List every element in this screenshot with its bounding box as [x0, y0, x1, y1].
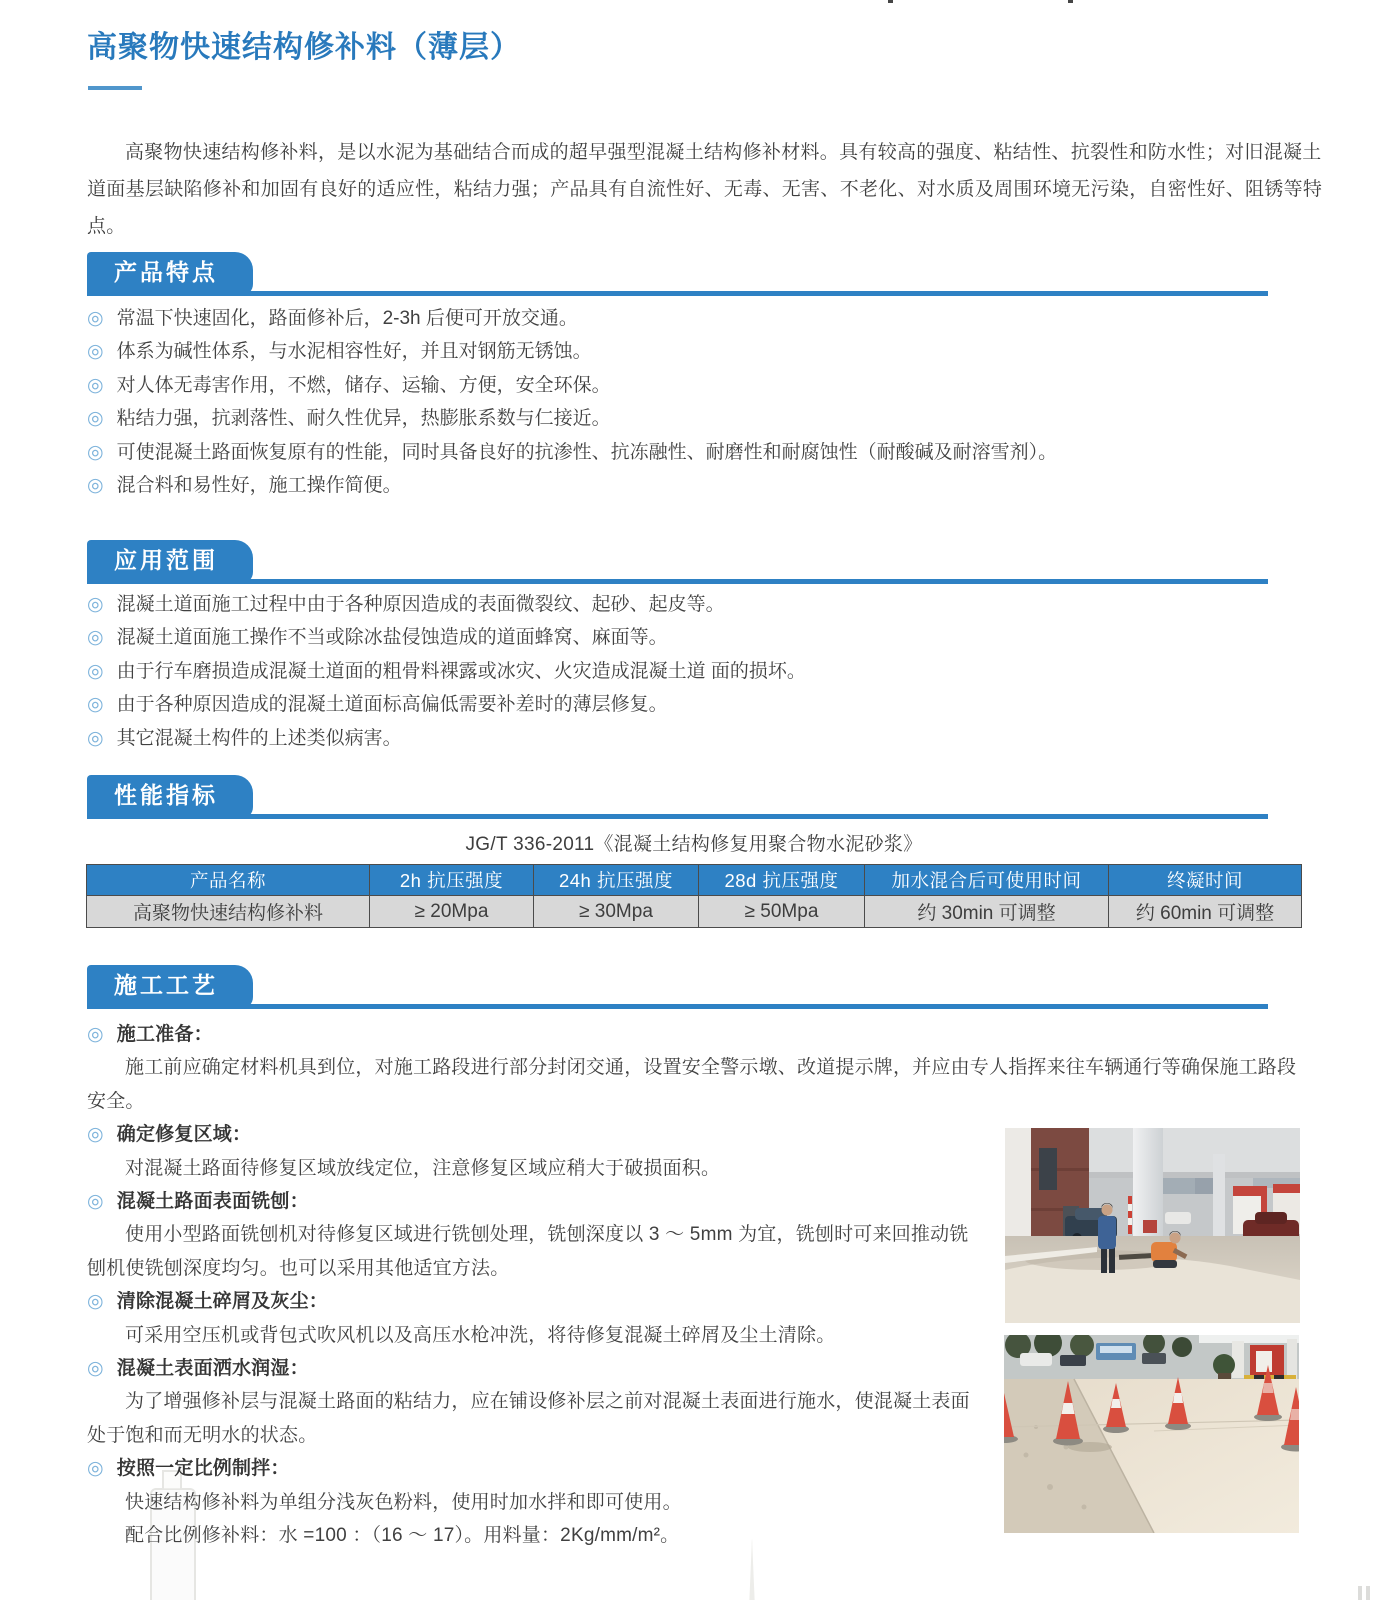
- table-header-cell: 终凝时间: [1109, 865, 1302, 896]
- section-rule: [87, 1004, 1268, 1009]
- double-ring-bullet-icon: ◎: [87, 408, 104, 430]
- page-crop-artifact: [1068, 0, 1073, 3]
- table-cell: ≥ 30Mpa: [534, 896, 699, 928]
- step-label-text: 清除混凝土碎屑及灰尘：: [116, 1291, 328, 1313]
- double-ring-bullet-icon: ◎: [87, 727, 104, 749]
- double-ring-bullet-icon: ◎: [87, 374, 104, 396]
- feature-item: [87, 436, 1327, 469]
- section-rule: [87, 814, 1268, 819]
- step-body: 施工前应确定材料机具到位，对施工路段进行部分封闭交通，设置安全警示墩、改道提示牌，并应由专人指挥来往车辆通行等确保施工路段安全。: [87, 1057, 1297, 1112]
- applications-list: [87, 588, 1327, 755]
- section-tab-applications: 应用范围: [87, 540, 253, 584]
- table-cell: ≥ 50Mpa: [699, 896, 865, 928]
- double-ring-bullet-icon: ◎: [87, 308, 104, 329]
- feature-item: [87, 302, 1327, 335]
- section-header-features: [87, 252, 1268, 296]
- intro-paragraph: 高聚物快速结构修补料，是以水泥为基础结合而成的超早强型混凝土结构修补材料。具有较高的强度、粘结性、抗裂性和防水性；对旧混凝土道面基层缺陷修补和加固有良好的适应性，粘结力强；产品具有自流性好、无毒、无害、不老化、对水质及周围环境无污染，自密性好、阻锈等特点。: [87, 142, 1323, 237]
- feature-item-text: 常温下快速固化，路面修补后，2-3h 后便可开放交通。: [116, 308, 578, 329]
- double-ring-bullet-icon: ◎: [87, 627, 104, 649]
- step-label-text: 施工准备：: [116, 1024, 213, 1045]
- step-body: 配合比例修补料：水 =100 ：（16 ～ 17）。用料量：2Kg/mm/m²。: [125, 1525, 680, 1547]
- step-label-text: 按照一定比例制拌：: [116, 1458, 290, 1480]
- feature-item: [87, 469, 1327, 502]
- double-ring-bullet-icon: ◎: [87, 441, 104, 463]
- double-ring-bullet-icon: ◎: [87, 694, 104, 716]
- feature-item: [87, 402, 1327, 435]
- section-tab-features: 产品特点: [87, 252, 253, 296]
- section-tab-performance: 性能指标: [87, 775, 253, 819]
- feature-item-text: 对人体无毒害作用，不燃，储存、运输、方便，安全环保。: [116, 374, 611, 396]
- step-body: 为了增强修补层与混凝土路面的粘结力，应在铺设修补层之前对混凝土表面进行施水，使混凝土表面处于饱和而无明水的状态。: [87, 1391, 970, 1446]
- watermark-bar: [1358, 1586, 1362, 1600]
- step-body: 可采用空压机或背包式吹风机以及高压水枪冲洗，将待修复混凝土碎屑及尘土清除。: [125, 1324, 836, 1346]
- feature-item-text: 可使混凝土路面恢复原有的性能，同时具备良好的抗渗性、抗冻融性、耐磨性和耐腐蚀性（耐酸碱及耐溶雪剂）。: [116, 441, 1058, 463]
- table-cell: 约 60min 可调整: [1109, 896, 1302, 928]
- double-ring-bullet-icon: ◎: [87, 341, 104, 363]
- step-body: 快速结构修补料为单组分浅灰色粉料，使用时加水拌和即可使用。: [125, 1491, 682, 1513]
- table-cell: 高聚物快速结构修补料: [87, 896, 370, 928]
- table-header-cell: 24h 抗压强度: [534, 865, 699, 896]
- section-rule: [87, 579, 1268, 584]
- construction-site-photo-1: [1005, 1128, 1300, 1323]
- double-ring-bullet-icon: ◎: [87, 1291, 104, 1313]
- section-tab-process: 施工工艺: [87, 965, 253, 1009]
- performance-table: [86, 864, 1302, 928]
- feature-item-text: 体系为碱性体系，与水泥相容性好，并且对钢筋无锈蚀。: [116, 341, 592, 363]
- application-item-text: 混凝土道面施工过程中由于各种原因造成的表面微裂纹、起砂、起皮等。: [116, 594, 725, 615]
- step-body: 对混凝土路面待修复区域放线定位，注意修复区域应稍大于破损面积。: [125, 1157, 721, 1179]
- page-title: 高聚物快速结构修补料（薄层）: [87, 31, 521, 64]
- section-header-performance: [87, 775, 1268, 819]
- double-ring-bullet-icon: ◎: [87, 660, 104, 682]
- page-crop-artifact: [888, 0, 893, 3]
- table-header-cell: 加水混合后可使用时间: [865, 865, 1109, 896]
- application-item: [87, 722, 1327, 755]
- title-underline: [88, 86, 142, 90]
- double-ring-bullet-icon: ◎: [87, 1358, 104, 1380]
- feature-item-text: 粘结力强，抗剥落性、耐久性优异，热膨胀系数与仁接近。: [116, 408, 611, 430]
- application-item: [87, 655, 1327, 688]
- features-list: [87, 302, 1327, 502]
- step-label-text: 混凝土表面洒水润湿：: [116, 1358, 309, 1380]
- section-header-process: [87, 965, 1268, 1009]
- feature-item: [87, 335, 1327, 368]
- double-ring-bullet-icon: ◎: [87, 1124, 104, 1146]
- application-item-text: 由于各种原因造成的混凝土道面标高偏低需要补差时的薄层修复。: [116, 694, 668, 716]
- application-item-text: 其它混凝土构件的上述类似病害。: [116, 727, 402, 749]
- double-ring-bullet-icon: ◎: [87, 1191, 104, 1213]
- table-header-cell: 产品名称: [87, 865, 370, 896]
- double-ring-bullet-icon: ◎: [87, 594, 104, 615]
- step-body: 使用小型路面铣刨机对待修复区域进行铣刨处理，铣刨深度以 3 ～ 5mm 为宜，铣刨时可来回推动铣刨机使铣刨深度均匀。也可以采用其他适宜方法。: [87, 1224, 969, 1279]
- application-item-text: 混凝土道面施工操作不当或除冰盐侵蚀造成的道面蜂窝、麻面等。: [116, 627, 668, 649]
- watermark-bar: [1366, 1586, 1370, 1600]
- standard-reference: JG/T 336-2011《混凝土结构修复用聚合物水泥砂浆》: [465, 834, 923, 855]
- double-ring-bullet-icon: ◎: [87, 474, 104, 496]
- section-header-applications: [87, 540, 1268, 584]
- table-header-cell: 2h 抗压强度: [370, 865, 534, 896]
- step-label-text: 混凝土路面表面铣刨：: [116, 1191, 309, 1213]
- section-rule: [87, 291, 1268, 296]
- construction-site-photo-2: [1004, 1335, 1299, 1533]
- application-item: [87, 588, 1327, 621]
- application-item: [87, 621, 1327, 654]
- double-ring-bullet-icon: ◎: [87, 1458, 104, 1480]
- table-header-row: [87, 865, 1302, 896]
- feature-item: [87, 369, 1327, 402]
- table-header-cell: 28d 抗压强度: [699, 865, 865, 896]
- double-ring-bullet-icon: ◎: [87, 1024, 104, 1045]
- table-cell: 约 30min 可调整: [865, 896, 1109, 928]
- application-item-text: 由于行车磨损造成混凝土道面的粗骨料裸露或冰灾、火灾造成混凝土道 面的损坏。: [116, 660, 806, 682]
- table-row: [87, 896, 1302, 928]
- table-cell: ≥ 20Mpa: [370, 896, 534, 928]
- feature-item-text: 混合料和易性好，施工操作简便。: [116, 474, 402, 496]
- step-label-text: 确定修复区域：: [116, 1124, 252, 1146]
- application-item: [87, 688, 1327, 721]
- step-label: [87, 1018, 1309, 1051]
